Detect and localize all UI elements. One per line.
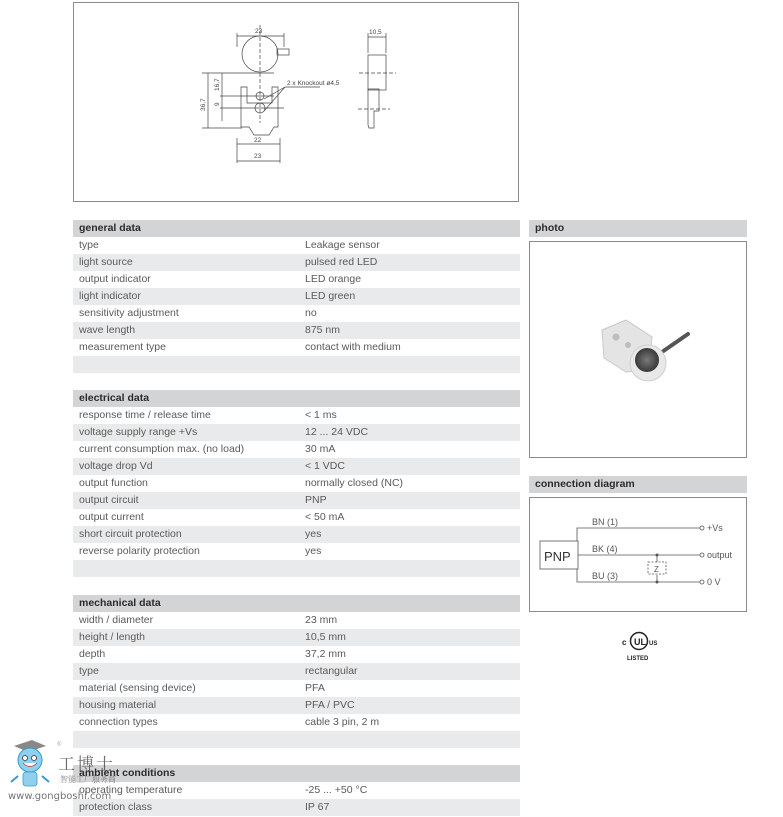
ul-us-text: US (649, 641, 658, 647)
table-row (73, 254, 520, 271)
spec-key: output circuit (79, 494, 139, 506)
table-row (73, 526, 520, 543)
spec-key: housing material (79, 699, 157, 711)
table-row (73, 441, 520, 458)
spec-rows (73, 237, 520, 373)
table-row (73, 663, 520, 680)
wire-bu-label: BU (3) (592, 571, 619, 581)
mechanical-data-section (73, 595, 520, 748)
table-row (73, 509, 520, 526)
table-row (73, 237, 520, 254)
sensor-photo-image (530, 242, 746, 457)
table-row (73, 271, 520, 288)
table-row-blank (73, 356, 520, 373)
spec-value: PFA / PVC (305, 699, 355, 711)
spec-key: response time / release time (79, 409, 211, 421)
connection-diagram-title: connection diagram (529, 476, 747, 493)
spec-value: 30 mA (305, 443, 336, 455)
section-title: general data (73, 220, 520, 237)
spec-value: no (305, 307, 317, 319)
table-row (73, 492, 520, 509)
spec-value: < 50 mA (305, 511, 345, 523)
table-row (73, 407, 520, 424)
spec-key: wave length (79, 324, 136, 336)
load-z-label: Z (654, 565, 659, 574)
spec-key: reverse polarity protection (79, 545, 200, 557)
spec-value: LED green (305, 290, 356, 302)
spec-rows (73, 612, 520, 748)
spec-value: normally closed (NC) (305, 477, 404, 489)
table-row (73, 799, 520, 816)
ul-listed-text: LISTED (627, 656, 649, 662)
product-photo (529, 241, 747, 458)
dim-top-width: 23 (255, 28, 263, 35)
ul-listed-mark (617, 629, 663, 663)
spec-key: voltage drop Vd (79, 460, 153, 472)
connection-diagram (529, 497, 747, 612)
general-data-section (73, 220, 520, 373)
spec-key: output function (79, 477, 148, 489)
spec-key: current consumption max. (no load) (79, 443, 245, 455)
terminal-vs (700, 526, 704, 530)
table-row (73, 305, 520, 322)
dim-bottom-inner: 22 (254, 137, 262, 144)
table-row (73, 714, 520, 731)
spec-value: cable 3 pin, 2 m (305, 716, 380, 728)
terminal-output-label: output (707, 550, 733, 560)
terminal-output (700, 553, 704, 557)
spec-key: voltage supply range +Vs (79, 426, 198, 438)
spec-value: contact with medium (305, 341, 401, 353)
ambient-conditions-section (73, 765, 520, 816)
spec-key: short circuit protection (79, 528, 182, 540)
section-title: ambient conditions (73, 765, 520, 782)
wire-bn-label: BN (1) (592, 517, 619, 527)
table-row-blank (73, 731, 520, 748)
ul-text: UL (634, 637, 646, 647)
spec-rows (73, 407, 520, 577)
ul-logo-icon (617, 629, 663, 663)
spec-value: Leakage sensor (305, 239, 380, 251)
dimension-drawing (73, 2, 519, 202)
terminal-0v (700, 580, 704, 584)
spec-key: sensitivity adjustment (79, 307, 179, 319)
spec-value: < 1 ms (305, 409, 337, 421)
spec-value: yes (305, 528, 322, 540)
spec-value: pulsed red LED (305, 256, 378, 268)
wire-bk-label: BK (4) (592, 544, 618, 554)
table-row-blank (73, 560, 520, 577)
table-row (73, 629, 520, 646)
section-title: electrical data (73, 390, 520, 407)
dimension-drawing-svg (74, 3, 518, 201)
spec-key: material (sensing device) (79, 682, 196, 694)
table-row (73, 543, 520, 560)
table-row (73, 782, 520, 799)
spec-key: type (79, 239, 99, 251)
dim-bottom-outer: 23 (254, 153, 262, 160)
spec-key: protection class (79, 801, 152, 813)
section-title: mechanical data (73, 595, 520, 612)
spec-value: yes (305, 545, 322, 557)
watermark-brand: 工博士 (58, 755, 115, 775)
table-row (73, 697, 520, 714)
spec-key: light indicator (79, 290, 141, 302)
terminal-0v-label: 0 V (707, 577, 721, 587)
spec-value: IP 67 (305, 801, 330, 813)
pnp-label: PNP (544, 549, 571, 564)
terminal-vs-label: +Vs (707, 523, 723, 533)
spec-key: light source (79, 256, 133, 268)
spec-value: PFA (305, 682, 325, 694)
dim-height-total: 36,7 (200, 98, 207, 111)
spec-value: 10,5 mm (305, 631, 346, 643)
spec-key: connection types (79, 716, 158, 728)
spec-key: measurement type (79, 341, 166, 353)
spec-value: 37,2 mm (305, 648, 346, 660)
watermark-url: www.gongboshi.com (8, 791, 112, 802)
spec-key: height / length (79, 631, 145, 643)
spec-value: LED orange (305, 273, 362, 285)
photo-title: photo (529, 220, 747, 237)
table-row (73, 339, 520, 356)
spec-rows (73, 782, 520, 816)
table-row (73, 475, 520, 492)
table-row (73, 646, 520, 663)
spec-value: 23 mm (305, 614, 338, 626)
spec-key: width / diameter (79, 614, 154, 626)
knockout-label: 2 x Knockout ø4,5 (287, 80, 340, 87)
wiring-diagram-svg (530, 498, 746, 611)
table-row (73, 322, 520, 339)
spec-key: type (79, 665, 99, 677)
spec-value: < 1 VDC (305, 460, 345, 472)
spec-value: PNP (305, 494, 327, 506)
spec-key: depth (79, 648, 106, 660)
spec-value: 12 ... 24 VDC (305, 426, 369, 438)
table-row (73, 612, 520, 629)
spec-key: output current (79, 511, 144, 523)
spec-value: rectangular (305, 665, 358, 677)
watermark-slogan: 智能工厂服务商 (60, 775, 116, 784)
table-row (73, 424, 520, 441)
spec-key: operating temperature (79, 784, 183, 796)
dim-side-depth: 10,5 (369, 29, 382, 36)
spec-value: -25 ... +50 °C (305, 784, 368, 796)
electrical-data-section (73, 390, 520, 577)
spec-key: output indicator (79, 273, 151, 285)
table-row (73, 288, 520, 305)
dim-hole-spacing: 9 (214, 102, 221, 106)
table-row (73, 458, 520, 475)
spec-value: 875 nm (305, 324, 341, 336)
watermark-registered: ® (57, 742, 62, 748)
table-row (73, 680, 520, 697)
ul-c-text: c (622, 638, 627, 647)
dim-height-upper: 16,7 (214, 78, 221, 91)
